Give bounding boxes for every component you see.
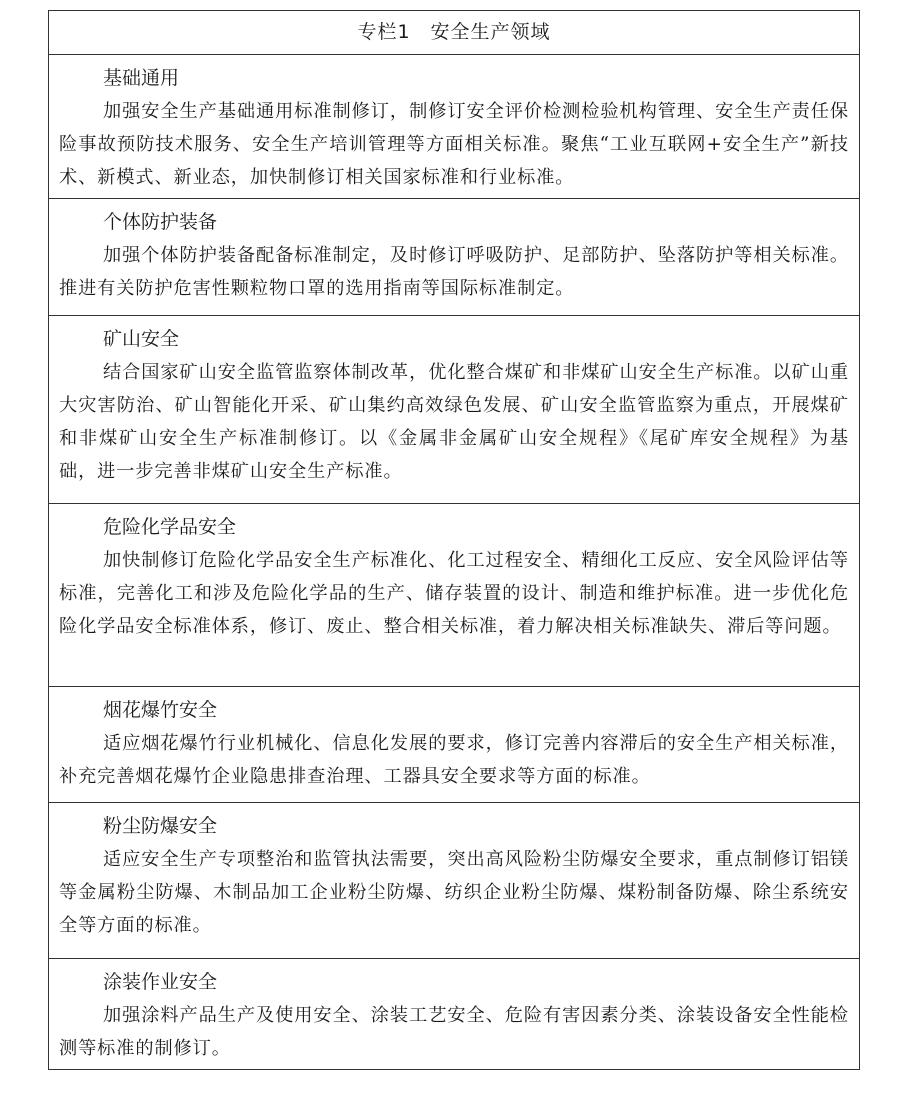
section-fireworks-safety xyxy=(49,687,859,803)
section-heading: 涂装作业安全 xyxy=(103,971,218,993)
section-basic-general xyxy=(49,55,859,199)
section-body: 加快制修订危险化学品安全生产标准化、化工过程安全、精细化工反应、安全风险评估等标准，完善化工和涉及危险化学品的生产、储存装置的设计、制造和维护标准。进一步优化危险化学品安全标准体系，修订、废止、整合相关标准，着力解决相关标准缺失、滞后等问题。 xyxy=(59,550,849,637)
section-heading: 基础通用 xyxy=(103,67,180,89)
section-mine-safety xyxy=(49,316,859,504)
section-body: 适应安全生产专项整治和监管执法需要，突出高风险粉尘防爆安全要求，重点制修订铝镁等金属粉尘防爆、木制品加工企业粉尘防爆、纺织企业粉尘防爆、煤粉制备防爆、除尘系统安全等方面的标准。 xyxy=(59,849,849,936)
section-body: 结合国家矿山安全监管监察体制改革，优化整合煤矿和非煤矿山安全生产标准。以矿山重大灾害防治、矿山智能化开采、矿山集约高效绿色发展、矿山安全监管监察为重点，开展煤矿和非煤矿山安全生产标准制修订。以《金属非金属矿山安全规程》《尾矿库安全规程》为基础，进一步完善非煤矿山安全生产标准。 xyxy=(59,362,849,482)
section-heading: 矿山安全 xyxy=(103,328,180,350)
section-body: 加强个体防护装备配备标准制定，及时修订呼吸防护、足部防护、坠落防护等相关标准。推进有关防护危害性颗粒物口罩的选用指南等国际标准制定。 xyxy=(59,245,849,299)
section-hazardous-chemicals-safety xyxy=(49,504,859,687)
section-body: 加强安全生产基础通用标准制修订，制修订安全评价检测检验机构管理、安全生产责任保险事故预防技术服务、安全生产培训管理等方面相关标准。聚焦“工业互联网+安全生产”新技术、新模式、新业态，加快制修订相关国家标准和行业标准。 xyxy=(59,101,849,188)
section-body: 适应烟花爆竹行业机械化、信息化发展的要求，修订完善内容滞后的安全生产相关标准，补充完善烟花爆竹企业隐患排查治理、工器具安全要求等方面的标准。 xyxy=(59,733,849,787)
column-box xyxy=(48,10,860,1070)
section-dust-explosion-safety xyxy=(49,803,859,959)
section-coating-operation-safety xyxy=(49,959,859,1065)
section-heading: 危险化学品安全 xyxy=(103,516,237,538)
section-heading: 烟花爆竹安全 xyxy=(103,699,218,721)
section-body: 加强涂料产品生产及使用安全、涂装工艺安全、危险有害因素分类、涂装设备安全性能检测等标准的制修订。 xyxy=(59,1005,849,1059)
section-heading: 个体防护装备 xyxy=(103,211,218,233)
column-title: 专栏1 安全生产领域 xyxy=(49,11,859,55)
section-heading: 粉尘防爆安全 xyxy=(103,815,218,837)
section-personal-protective-equipment xyxy=(49,199,859,316)
